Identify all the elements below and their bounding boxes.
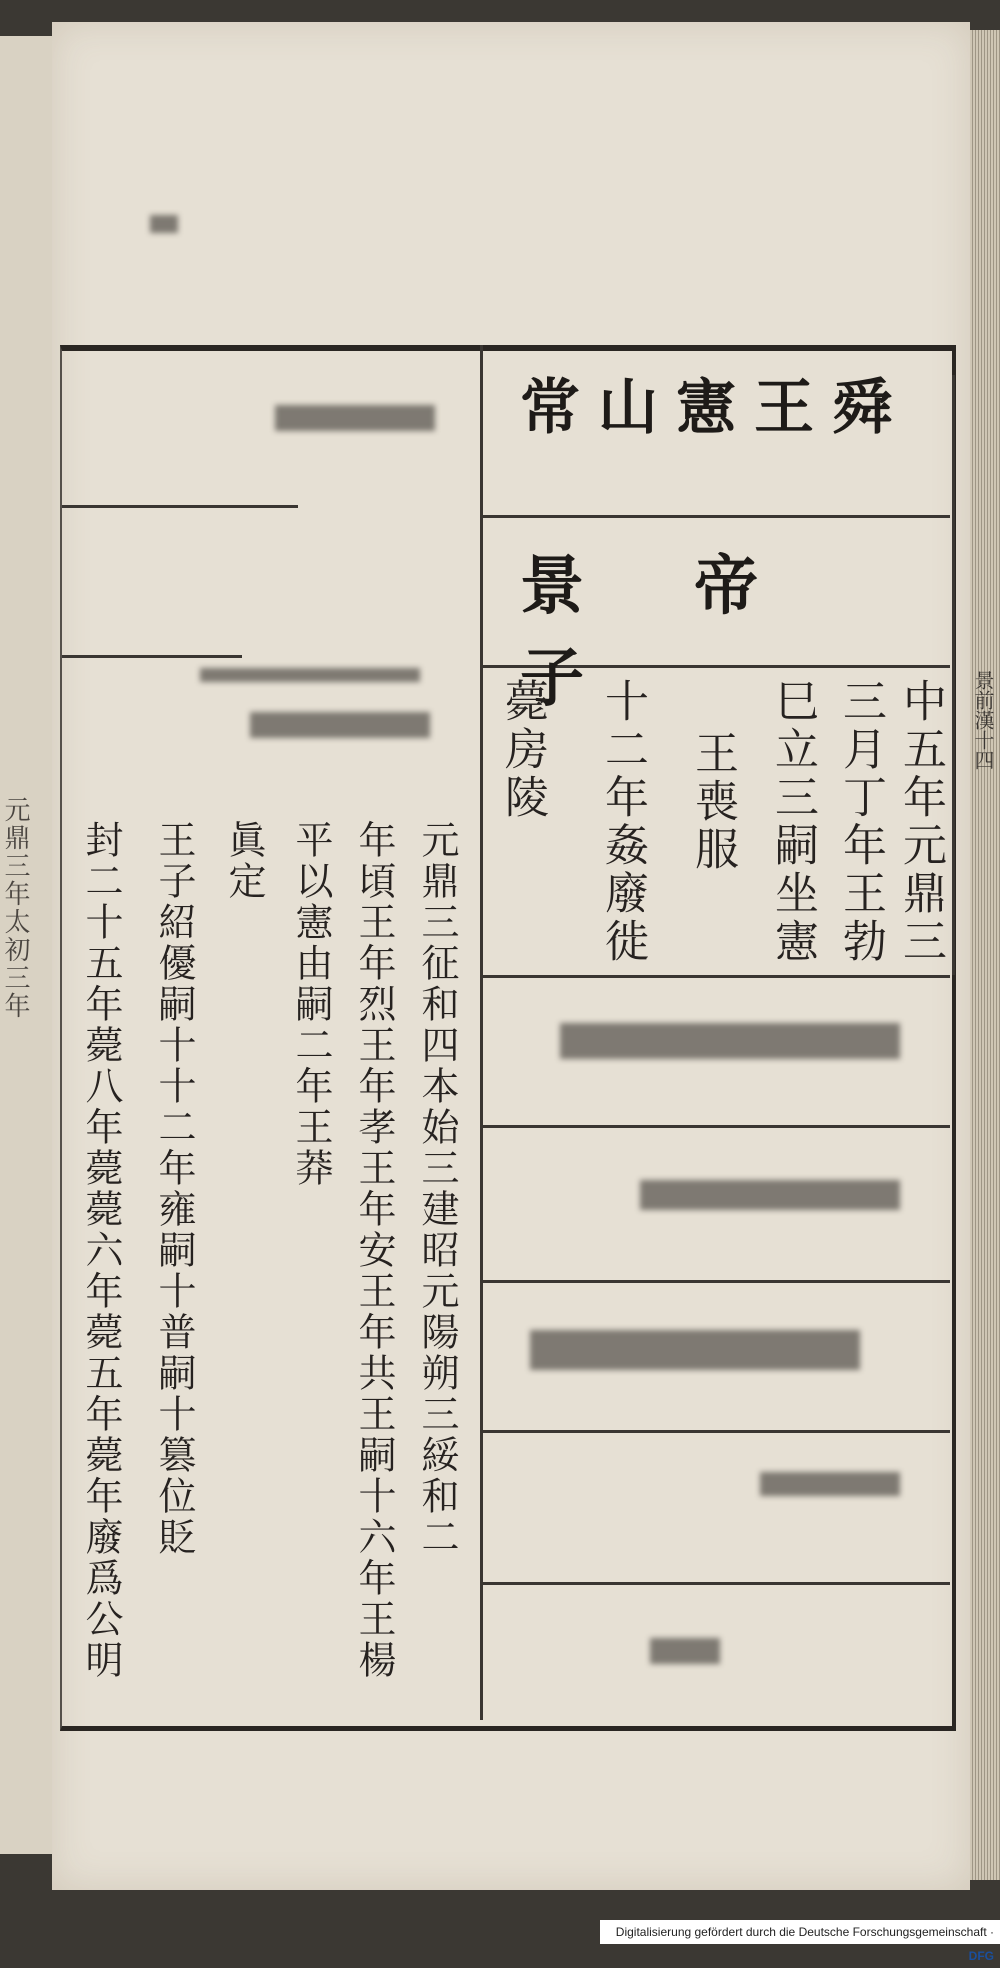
text-column: 巳立三嗣坐憲 — [767, 678, 818, 966]
smudge-cell — [640, 1180, 900, 1210]
text-column: 眞定 — [222, 820, 266, 902]
text-column: 十二年姦廢徙 — [597, 678, 648, 966]
rule-7 — [480, 1582, 950, 1585]
smudge-cell — [250, 712, 430, 738]
rule-left-1 — [62, 505, 298, 508]
smudge-cell — [200, 668, 420, 682]
text-column: 平以憲由嗣二年王莽 — [289, 820, 333, 1189]
ink-stain — [150, 215, 178, 233]
left-page-margin-text: 元鼎三年太初三年 — [0, 796, 30, 1020]
smudge-cell — [760, 1472, 900, 1496]
smudge-cell — [650, 1638, 720, 1664]
text-column: 三月丁年王勃 — [835, 678, 886, 966]
smudge-cell — [530, 1330, 860, 1370]
footer-credit-text: Digitalisierung gefördert durch die Deutsche Forschungsgemeinschaft · — [615, 1925, 994, 1939]
text-column: 王子紹優嗣十十二年雍嗣十普嗣十篡位貶 — [152, 820, 196, 1558]
heading-changshan: 常山憲王舜 — [520, 373, 910, 443]
rule-6 — [480, 1430, 950, 1433]
right-page-stack — [970, 30, 1000, 1880]
right-edge-text: 景前漢十四 — [971, 670, 995, 770]
text-column: 薨房陵 — [497, 678, 548, 822]
left-page-edge — [0, 36, 54, 1854]
smudge-cell — [560, 1023, 900, 1059]
text-column: 中五年元鼎三 — [895, 678, 946, 966]
dfg-logo: DFG — [968, 1949, 994, 1963]
smudge-cell — [275, 405, 435, 431]
rule-1 — [480, 515, 950, 518]
footer-credit — [600, 1920, 1000, 1963]
heading-jingdi: 景帝子 — [520, 549, 868, 716]
text-column: 封二十五年薨八年薨薨六年薨五年薨年廢爲公明 — [79, 820, 123, 1681]
text-column: 年頃王年烈王年孝王年安王年共王嗣十六年王楊 — [352, 820, 396, 1681]
rule-3 — [480, 975, 950, 978]
vertical-divider — [480, 345, 483, 1720]
text-column: 元鼎三征和四本始三建昭元陽朔三綏和二 — [415, 820, 459, 1558]
rule-5 — [480, 1280, 950, 1283]
rule-4 — [480, 1125, 950, 1128]
rule-left-2 — [62, 655, 242, 658]
text-column: 王喪服 — [687, 730, 738, 874]
